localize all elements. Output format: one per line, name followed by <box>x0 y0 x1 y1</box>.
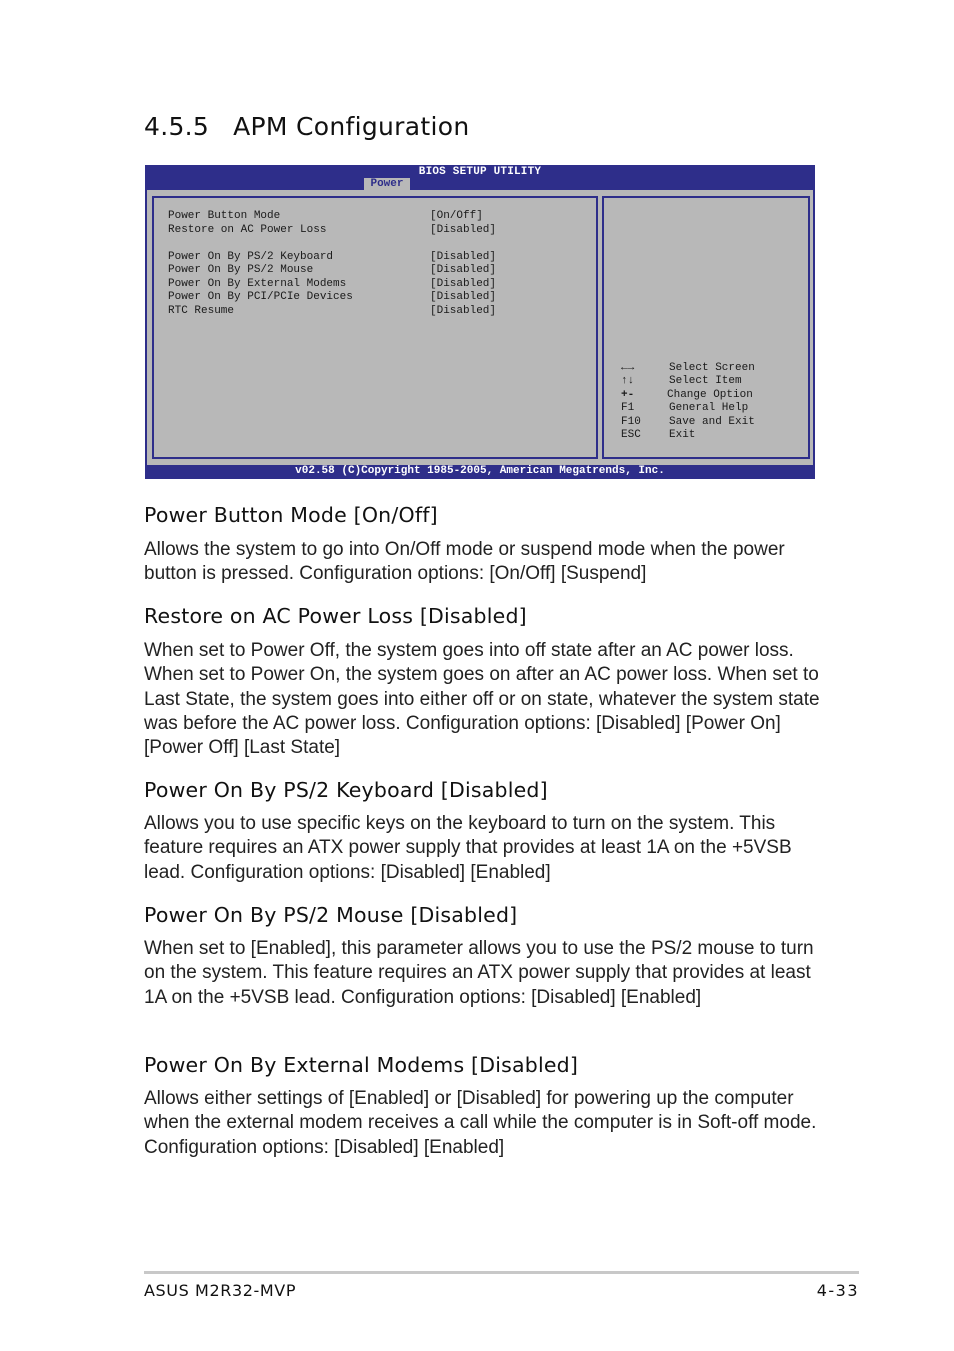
footer-product: ASUS M2R32-MVP <box>144 1281 297 1300</box>
key-desc: Exit <box>669 428 696 441</box>
bios-row-external-modems[interactable] <box>168 277 497 291</box>
key-label: +- <box>621 388 635 401</box>
bios-tab-power[interactable]: Power <box>364 178 410 190</box>
bios-settings-panel <box>152 196 598 459</box>
bios-screenshot <box>145 165 815 479</box>
bios-row-ps2-mouse[interactable] <box>168 264 497 277</box>
bios-row-value[interactable]: [Disabled] <box>430 277 497 290</box>
key-desc: General Help <box>669 402 749 415</box>
bios-row-pci-pcie-devices[interactable] <box>168 291 497 304</box>
para-ps2-mouse: When set to [Enabled], this parameter allows you to use the PS/2 mouse to turn on the system. This feature requires an ATX power supply that provides at least 1A on the +5VSB lead. Configuration options: [Disabled] [Enabled] <box>144 938 814 1008</box>
left-right-arrows-icon: ←→ <box>621 362 635 374</box>
heading-ps2-mouse: Power On By PS/2 Mouse [Disabled] <box>144 903 518 927</box>
bios-row-power-button-mode[interactable] <box>168 210 483 223</box>
bios-row-restore-ac-power-loss[interactable] <box>168 223 497 237</box>
bios-row-rtc-resume[interactable] <box>168 304 497 318</box>
key-desc: Select Item <box>669 375 742 388</box>
key-label: F1 <box>621 402 635 415</box>
bios-help-panel <box>602 196 810 459</box>
para-restore-ac-power-loss: When set to Power Off, the system goes into off state after an AC power loss. When set to Power On, the system goes on after an AC power loss. When set to Last State, the system goes into either off or on state, whatever the system state was before the AC power loss. Configuration options: [Disabled] [Power On] [Power Off] [Last State] <box>144 640 820 759</box>
heading-ps2-keyboard: Power On By PS/2 Keyboard [Disabled] <box>144 778 548 802</box>
key-label: F10 <box>621 415 641 428</box>
bios-row-label: RTC Resume <box>168 304 235 317</box>
bios-row-ps2-keyboard[interactable] <box>168 250 497 264</box>
key-select-item <box>621 375 801 388</box>
bios-row-value[interactable]: [Disabled] <box>430 304 497 317</box>
key-select-screen <box>621 362 801 375</box>
key-desc: Select Screen <box>669 362 755 374</box>
heading-external-modems: Power On By External Modems [Disabled] <box>144 1053 579 1077</box>
bios-key-legend <box>621 362 801 442</box>
bios-row-value[interactable]: [Disabled] <box>430 250 497 263</box>
bios-row-value[interactable]: [On/Off] <box>430 210 483 222</box>
footer-divider <box>144 1271 859 1274</box>
bios-row-value[interactable]: [Disabled] <box>430 291 497 303</box>
bios-row-label: Power On By PS/2 Keyboard <box>168 250 334 263</box>
bios-row-value[interactable]: [Disabled] <box>430 223 497 236</box>
up-down-arrows-icon: ↑↓ <box>621 375 635 388</box>
bios-row-label: Power Button Mode <box>168 210 281 222</box>
key-general-help <box>621 402 801 415</box>
footer-page-number: 4-33 <box>816 1281 859 1300</box>
key-save-exit <box>621 416 801 429</box>
bios-body <box>147 190 813 465</box>
heading-power-button-mode: Power Button Mode [On/Off] <box>144 503 438 527</box>
para-ps2-keyboard: Allows you to use specific keys on the keyboard to turn on the system. This feature requires an ATX power supply that provides at least 1A on the +5VSB lead. Configuration options: [Disabled] [Enabled] <box>144 813 792 883</box>
key-desc: Change Option <box>667 388 753 401</box>
bios-title: BIOS SETUP UTILITY <box>418 166 542 178</box>
key-exit <box>621 429 801 442</box>
heading-restore-ac-power-loss: Restore on AC Power Loss [Disabled] <box>144 604 527 628</box>
bios-row-label: Restore on AC Power Loss <box>168 223 327 236</box>
section-title <box>144 112 469 141</box>
bios-copyright: v02.58 (C)Copyright 1985-2005, American Megatrends, Inc. <box>295 465 665 477</box>
bios-row-value[interactable]: [Disabled] <box>430 264 497 276</box>
bios-row-label: Power On By PS/2 Mouse <box>168 264 314 276</box>
key-label: ESC <box>621 428 641 441</box>
section-number: 4.5.5 <box>144 112 210 141</box>
para-power-button-mode: Allows the system to go into On/Off mode or suspend mode when the power button is pressed. Configuration options: [On/Off] [Suspend] <box>144 539 785 585</box>
section-title-text: APM Configuration <box>233 112 470 141</box>
bios-row-label: Power On By PCI/PCIe Devices <box>168 291 353 303</box>
key-change-option <box>621 389 801 402</box>
para-external-modems: Allows either settings of [Enabled] or [Disabled] for powering up the computer when the external modem receives a call while the computer is in Soft-off mode. Configuration options: [Disabled] [Enabled] <box>144 1088 817 1158</box>
key-desc: Save and Exit <box>669 415 755 428</box>
bios-row-label: Power On By External Modems <box>168 277 347 290</box>
